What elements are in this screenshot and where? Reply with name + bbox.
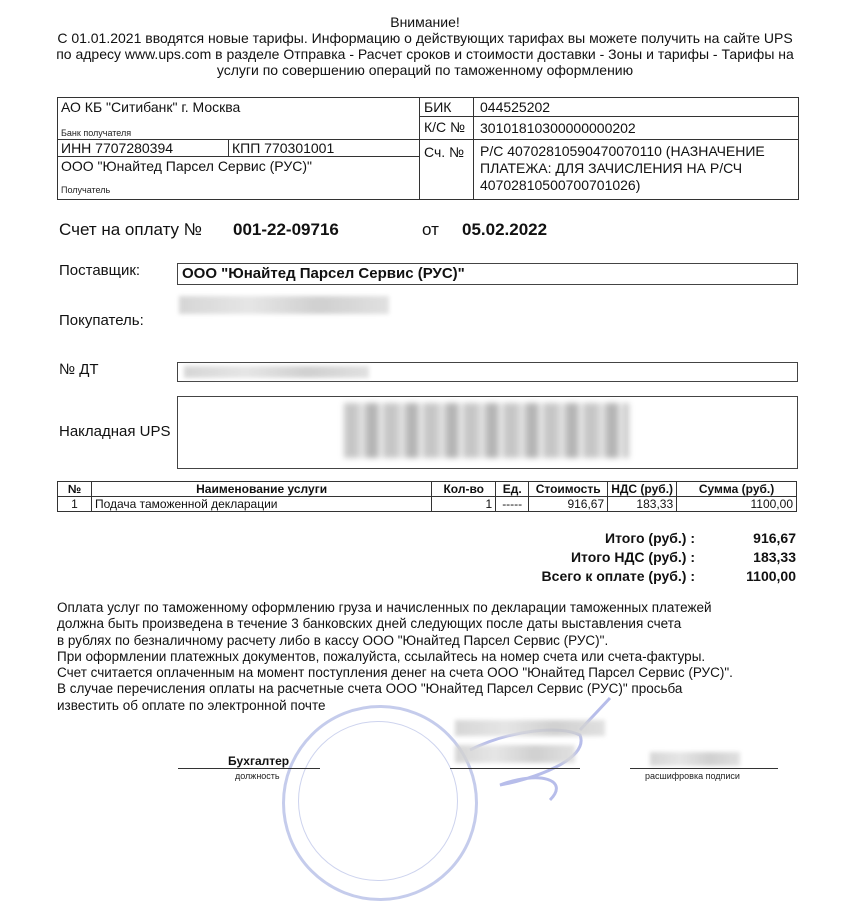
cell: 1 — [58, 497, 92, 512]
vat-value: 183,33 — [753, 549, 796, 565]
position-line — [178, 768, 320, 769]
company-stamp-inner-ring — [298, 721, 458, 881]
col-header: № — [58, 482, 92, 497]
cell: 183,33 — [608, 497, 677, 512]
notice-block — [0, 14, 850, 78]
buyer-name-redacted — [179, 296, 389, 314]
dt-field — [177, 362, 798, 382]
supplier-label: Поставщик: — [59, 262, 141, 279]
terms-line: Оплата услуг по таможенному оформлению груза и начисленных по декларации таможенных платежей — [57, 600, 712, 615]
name-redacted — [650, 752, 740, 766]
total-label: Всего к оплате (руб.) : — [541, 568, 695, 584]
col-header: Сумма (руб.) — [677, 482, 797, 497]
bank-name-caption: Банк получателя — [61, 128, 132, 138]
supplier-field — [177, 263, 798, 285]
services-table — [57, 481, 797, 512]
invoice-date: 05.02.2022 — [462, 220, 548, 239]
payment-terms — [57, 600, 807, 714]
terms-line: в рублях по безналичному расчету либо в кассу ООО "Юнайтед Парсел Сервис (РУС)". — [57, 632, 609, 648]
terms-line: должна быть произведена в течение 3 банковских дней следующих после даты выставления счета — [57, 616, 682, 632]
cell: 1 — [432, 497, 496, 512]
position-value: Бухгалтер — [228, 754, 290, 768]
subtotal-label: Итого (руб.) : — [605, 530, 695, 546]
ks-label: К/С № — [424, 119, 466, 135]
terms-line: известить об оплате по электронной почте — [57, 697, 326, 713]
account-line: ПЛАТЕЖА: ДЛЯ ЗАЧИСЛЕНИЯ НА Р/СЧ — [480, 160, 743, 176]
cell: 1100,00 — [677, 497, 797, 512]
signature-redacted — [455, 720, 605, 736]
signature-line — [450, 768, 580, 769]
decode-line — [630, 768, 778, 769]
col-header: НДС (руб.) — [608, 482, 677, 497]
invoice-label: Счет на оплату № — [59, 220, 203, 239]
col-header: Стоимость — [529, 482, 608, 497]
table-header-row — [58, 482, 797, 497]
ks-value: 30101810300000000202 — [480, 120, 636, 136]
col-header: Кол-во — [432, 482, 496, 497]
bank-details-table — [57, 97, 799, 200]
bank-name: АО КБ "Ситибанк" г. Москва — [61, 99, 241, 115]
cell: Подача таможенной декларации — [91, 497, 431, 512]
notice-line: по адресу www.ups.com в разделе Отправка - Расчет сроков и стоимости доставки - Зоны и тарифы - Тарифы на — [56, 46, 794, 62]
col-header: Ед. — [496, 482, 529, 497]
bik-value: 044525202 — [480, 99, 551, 115]
terms-line: Счет считается оплаченным на момент поступления денег на счета ООО "Юнайтед Парсел Сервис (РУС)". — [57, 665, 733, 681]
recipient: ООО "Юнайтед Парсел Сервис (РУС)" — [61, 158, 312, 174]
buyer-label: Покупатель: — [59, 312, 144, 329]
decode-caption: расшифровка подписи — [645, 771, 740, 781]
col-header: Наименование услуги — [91, 482, 431, 497]
supplier-value: ООО "Юнайтед Парсел Сервис (РУС)" — [182, 265, 465, 282]
account-line: Р/С 40702810590470070110 (НАЗНАЧЕНИЕ — [480, 143, 765, 159]
notice-line: услуги по совершению операций по таможенному оформлению — [216, 62, 634, 78]
invoice-number: 001-22-09716 — [233, 220, 339, 239]
terms-line: В случае перечисления оплаты на расчетные счета ООО "Юнайтед Парсел Сервис (РУС)" просьба — [57, 681, 683, 697]
cell: 916,67 — [529, 497, 608, 512]
notice-heading: Внимание! — [390, 14, 460, 30]
cell: ----- — [496, 497, 529, 512]
waybill-field — [177, 396, 798, 469]
terms-line: При оформлении платежных документов, пожалуйста, ссылайтесь на номер счета или счета-фактуры. — [57, 648, 706, 664]
account-line: 40702810500700701026) — [480, 177, 641, 193]
account-value — [480, 143, 765, 194]
table-row — [58, 497, 797, 512]
dt-label: № ДТ — [59, 361, 99, 378]
kpp: КПП 770301001 — [232, 140, 335, 156]
inn: ИНН 7707280394 — [61, 140, 174, 156]
bik-label: БИК — [424, 99, 452, 115]
recipient-caption: Получатель — [61, 185, 111, 195]
waybill-label: Накладная UPS — [59, 423, 171, 440]
subtotal-value: 916,67 — [753, 530, 796, 546]
total-value: 1100,00 — [746, 568, 796, 584]
vat-label: Итого НДС (руб.) : — [570, 549, 695, 565]
account-label: Сч. № — [424, 144, 465, 160]
signature-redacted — [455, 745, 575, 763]
dt-value-redacted — [184, 366, 369, 378]
notice-line: С 01.01.2021 вводятся новые тарифы. Информацию о действующих тарифах вы можете получить на сайте UPS — [57, 30, 793, 46]
invoice-date-label: от — [422, 220, 439, 239]
position-caption: должность — [235, 771, 280, 781]
waybill-barcode-redacted — [344, 403, 629, 458]
